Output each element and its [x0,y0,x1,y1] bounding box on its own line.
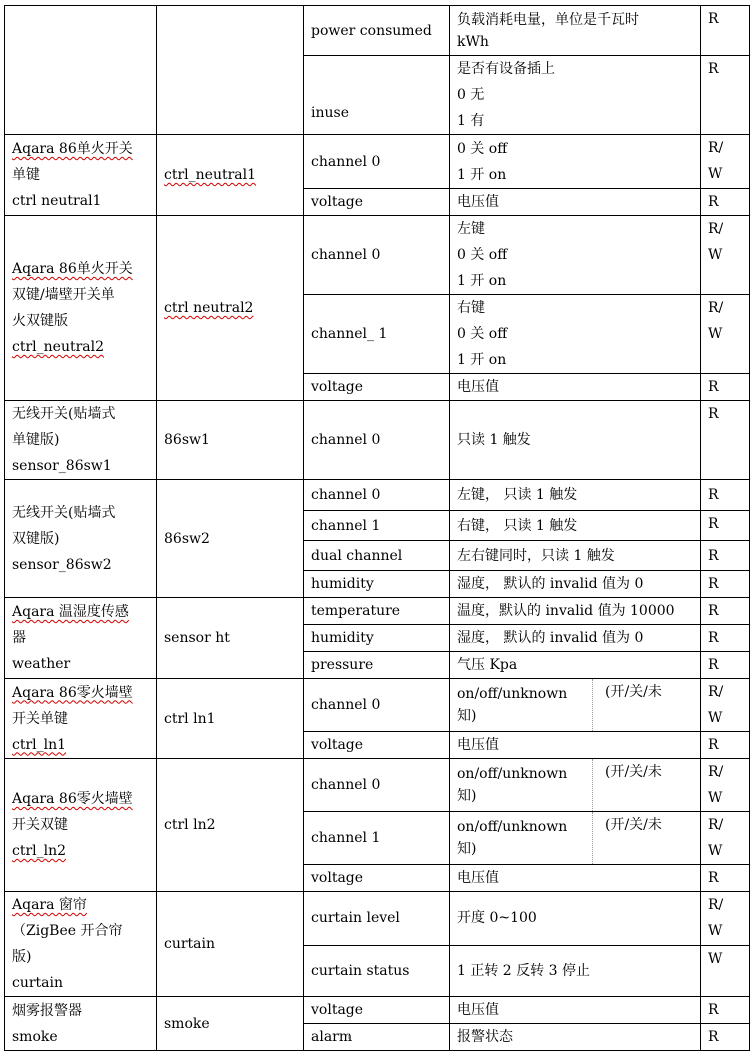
description-cell: 湿度， 默认的 invalid 值为 0 [450,625,701,652]
description-cell: 0 关 off 1 开 on [450,135,701,189]
table-row [5,679,750,732]
table-row [5,135,750,189]
access-cell: R [701,598,750,625]
property-cell: channel 0 [304,135,450,189]
table-row [5,216,750,295]
property-cell: power consumed [304,6,450,56]
model-cell: ctrl neutral2 [157,216,304,401]
description-cell: 只读 1 触发 [450,401,701,480]
property-cell: inuse [304,56,450,135]
device-cell: Aqara 86零火墙壁 开关双键 ctrl_ln2 [5,759,157,892]
access-cell: R [701,480,750,511]
access-cell: R [701,997,750,1024]
description-cell: on/off/unknown 知) (开/关/未 [450,812,701,865]
description-cell: 负载消耗电量，单位是千瓦时 kWh [450,6,701,56]
property-cell: channel 1 [304,511,450,541]
property-cell: temperature [304,598,450,625]
device-cell: 无线开关(贴墙式 双键版) sensor_86sw2 [5,480,157,598]
device-cell: 烟雾报警器 smoke [5,997,157,1051]
property-cell: channel 0 [304,679,450,732]
property-cell: channel_ 1 [304,295,450,374]
description-cell: 电压值 [450,374,701,401]
table-row [5,480,750,511]
property-cell: humidity [304,571,450,598]
property-cell: voltage [304,189,450,216]
model-cell: ctrl ln1 [157,679,304,759]
description-cell: 电压值 [450,865,701,892]
access-cell: R/ W [701,216,750,295]
model-cell: curtain [157,892,304,997]
description-cell: on/off/unknown 知) (开/关/未 [450,679,701,732]
property-cell: humidity [304,625,450,652]
access-cell: R/ W [701,295,750,374]
access-cell: R [701,401,750,480]
property-cell: curtain status [304,945,450,997]
access-cell: R [701,541,750,571]
property-cell: channel 0 [304,216,450,295]
model-cell: 86sw2 [157,480,304,598]
description-cell: 电压值 [450,732,701,759]
table-row [5,6,750,56]
access-cell: R [701,732,750,759]
property-cell: pressure [304,652,450,679]
device-cell: Aqara 86单火开关 单键 ctrl neutral1 [5,135,157,216]
model-cell: ctrl ln2 [157,759,304,892]
description-cell: 左右键同时，只读 1 触发 [450,541,701,571]
description-cell: 1 正转 2 反转 3 停止 [450,945,701,997]
device-cell: 无线开关(贴墙式 单键版) sensor_86sw1 [5,401,157,480]
access-cell: R [701,56,750,135]
device-cell [5,6,157,135]
description-cell: 开度 0~100 [450,892,701,946]
device-property-table [4,5,750,1051]
device-cell: Aqara 86单火开关 双键/墙壁开关单 火双键版 ctrl_neutral2 [5,216,157,401]
model-cell: sensor ht [157,598,304,679]
model-cell: 86sw1 [157,401,304,480]
description-cell: 气压 Kpa [450,652,701,679]
property-cell: dual channel [304,541,450,571]
table-row [5,759,750,812]
description-cell: on/off/unknown 知) (开/关/未 [450,759,701,812]
description-cell: 温度，默认的 invalid 值为 10000 [450,598,701,625]
description-cell: 左键 0 关 off 1 开 on [450,216,701,295]
property-cell: voltage [304,997,450,1024]
table-row [5,401,750,480]
access-cell: R [701,1024,750,1051]
device-cell: Aqara 窗帘 （ZigBee 开合帘 版) curtain [5,892,157,997]
table-row [5,892,750,946]
access-cell: R [701,571,750,598]
model-cell: smoke [157,997,304,1051]
property-cell: channel 1 [304,812,450,865]
access-cell: R [701,625,750,652]
description-cell: 湿度， 默认的 invalid 值为 0 [450,571,701,598]
access-cell: R [701,865,750,892]
property-cell: channel 0 [304,480,450,511]
description-cell: 电压值 [450,189,701,216]
access-cell: R/ W [701,759,750,812]
property-cell: voltage [304,374,450,401]
access-cell: W [701,945,750,997]
access-cell: R/ W [701,679,750,732]
description-cell: 右键， 只读 1 触发 [450,511,701,541]
property-cell: curtain level [304,892,450,946]
description-cell: 电压值 [450,997,701,1024]
access-cell: R/ W [701,812,750,865]
access-cell: R [701,511,750,541]
table-row [5,598,750,625]
access-cell: R [701,374,750,401]
model-cell: ctrl_neutral1 [157,135,304,216]
access-cell: R/ W [701,135,750,189]
access-cell: R [701,652,750,679]
access-cell: R/ W [701,892,750,946]
description-cell: 报警状态 [450,1024,701,1051]
page-edge-mark [348,1033,409,1039]
property-cell: voltage [304,732,450,759]
property-cell: channel 0 [304,759,450,812]
property-cell: channel 0 [304,401,450,480]
device-cell: Aqara 86零火墙壁 开关单键 ctrl_ln1 [5,679,157,759]
access-cell: R [701,6,750,56]
property-cell: voltage [304,865,450,892]
description-cell: 左键， 只读 1 触发 [450,480,701,511]
model-cell [157,6,304,135]
property-cell: alarm [304,1024,450,1051]
description-cell: 是否有设备插上 0 无 1 有 [450,56,701,135]
device-cell: Aqara 温湿度传感 器 weather [5,598,157,679]
description-cell: 右键 0 关 off 1 开 on [450,295,701,374]
table-row [5,997,750,1024]
access-cell: R [701,189,750,216]
